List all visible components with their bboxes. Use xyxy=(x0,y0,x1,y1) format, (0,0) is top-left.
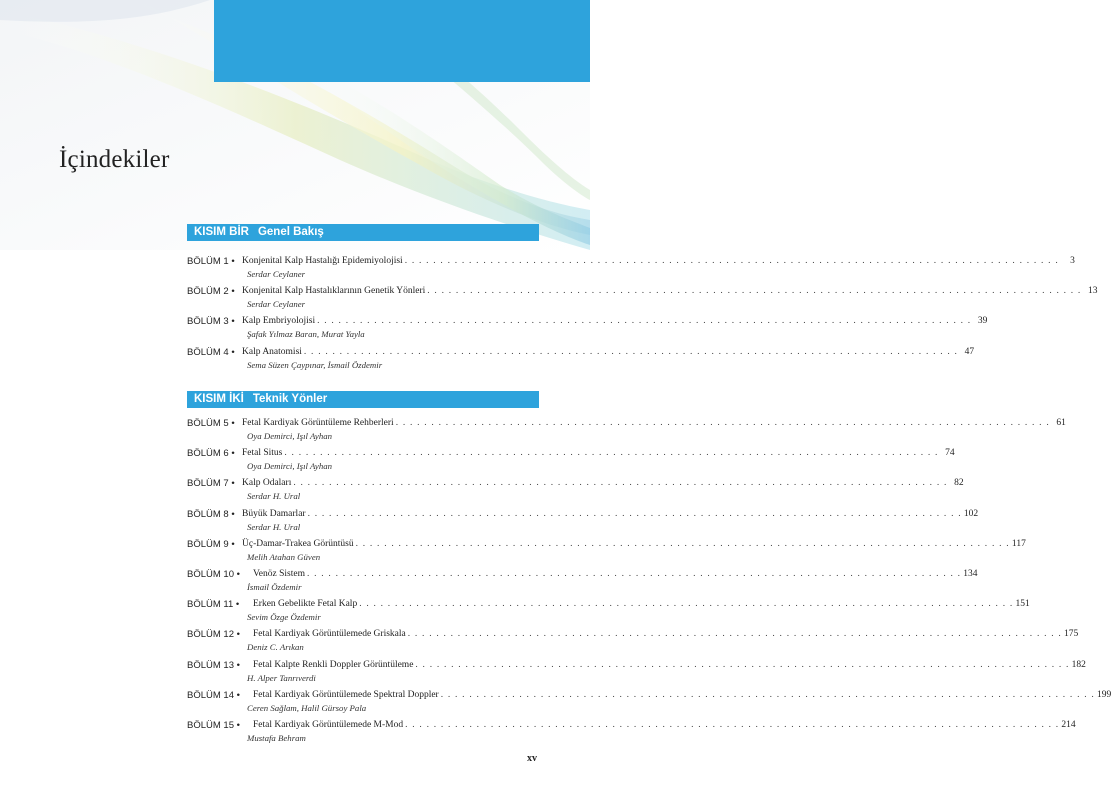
chapter-title: Venöz Sistem xyxy=(253,569,305,579)
part-title: Genel Bakış xyxy=(257,226,324,238)
chapter-page-number: 47 xyxy=(964,346,975,357)
chapter-title-line xyxy=(242,256,1075,266)
chapter-label: BÖLÜM 7 • xyxy=(187,478,235,490)
toc-entry[interactable] xyxy=(187,538,1026,553)
toc-entry[interactable] xyxy=(187,569,978,583)
leader-dots: . . . . . . . . . . . . . . . . . . . . . . . . . . . . . . . . . . . . . . . . . . . . . . . . . . . . . . . . . . . . . . . . . . . . . . . . . . . . . . . . . . . . . . . . . . . . xyxy=(359,599,1014,610)
chapter-label: BÖLÜM 1 • xyxy=(187,256,235,267)
chapter-page-number: 82 xyxy=(954,478,964,489)
part-header xyxy=(187,224,539,241)
toc-entry[interactable] xyxy=(187,286,1098,300)
chapter-title: Fetal Kardiyak Görüntülemede Griskala xyxy=(253,629,406,640)
leader-dots: . . . . . . . . . . . . . . . . . . . . . . . . . . . . . . . . . . . . . . . . . . . . . . . . . . . . . . . . . . . . . . . . . . . . . . . . . . . . . . . . . . . . . . . . . . . . xyxy=(415,659,1070,670)
chapter-label: BÖLÜM 4 • xyxy=(187,346,235,358)
chapter-title-line xyxy=(242,418,1066,428)
chapter-title: Kalp Embriyolojisi xyxy=(242,316,316,327)
chapter-page-number: 74 xyxy=(945,448,955,459)
chapter-page-number: 175 xyxy=(1063,629,1079,640)
chapter-authors: Deniz C. Arıkan xyxy=(247,642,304,653)
toc-entry[interactable] xyxy=(187,629,1079,643)
chapter-page-number: 214 xyxy=(1061,720,1076,730)
leader-dots: . . . . . . . . . . . . . . . . . . . . . . . . . . . . . . . . . . . . . . . . . . . . . . . . . . . . . . . . . . . . . . . . . . . . . . . . . . . . . . . . . . . . . . . . . . . . xyxy=(440,689,1095,700)
chapter-label: BÖLÜM 10 • xyxy=(187,569,240,580)
chapter-label: BÖLÜM 9 • xyxy=(187,538,235,550)
part-title: Teknik Yönler xyxy=(252,393,328,405)
toc-entry[interactable] xyxy=(187,599,1030,613)
chapter-authors: Oya Demirci, Işıl Ayhan xyxy=(247,461,333,472)
part-label: KISIM İKİ xyxy=(194,393,244,405)
chapter-title: Üç-Damar-Trakea Görüntüsü xyxy=(242,538,354,549)
chapter-label: BÖLÜM 11 • xyxy=(187,599,240,611)
chapter-label: BÖLÜM 12 • xyxy=(187,629,240,641)
chapter-page-number: 182 xyxy=(1071,659,1086,670)
toc-entry[interactable] xyxy=(187,316,988,330)
toc-entry[interactable] xyxy=(187,720,1076,734)
chapter-page-number: 39 xyxy=(977,316,988,327)
toc-entry[interactable] xyxy=(187,256,1075,270)
chapter-page-number: 13 xyxy=(1088,286,1098,297)
part-label: KISIM BİR xyxy=(194,226,249,238)
chapter-title-line xyxy=(253,629,1079,640)
chapter-title-line xyxy=(242,508,979,519)
chapter-label: BÖLÜM 8 • xyxy=(187,508,235,520)
chapter-title: Konjenital Kalp Hastalıklarının Genetik Yönleri xyxy=(242,286,426,297)
chapter-page-number: 117 xyxy=(1011,538,1026,549)
chapter-title: Fetal Kardiyak Görüntülemede Spektral Doppler xyxy=(253,689,439,700)
chapter-title-line xyxy=(253,659,1086,670)
chapter-title-line xyxy=(242,538,1026,549)
chapter-authors: Sema Süzen Çaypınar, İsmail Özdemir xyxy=(247,359,383,370)
chapter-label: BÖLÜM 14 • xyxy=(187,689,240,701)
chapter-authors: Ceren Sağlam, Halil Gürsoy Pala xyxy=(247,702,367,713)
chapter-title: Erken Gebelikte Fetal Kalp xyxy=(253,599,358,610)
chapter-authors: Melih Atahan Güven xyxy=(247,551,321,562)
chapter-label: BÖLÜM 13 • xyxy=(187,659,240,671)
leader-dots: . . . . . . . . . . . . . . . . . . . . . . . . . . . . . . . . . . . . . . . . . . . . . . . . . . . . . . . . . . . . . . . . . . . . . . . . . . . . . . . . . . . . . . . . . . . . xyxy=(293,478,948,489)
toc-entry[interactable] xyxy=(187,689,1111,704)
chapter-title-line xyxy=(242,346,975,357)
part-header xyxy=(187,391,539,408)
toc-entry[interactable] xyxy=(187,478,964,492)
chapter-page-number: 199 xyxy=(1096,689,1111,700)
leader-dots: . . . . . . . . . . . . . . . . . . . . . . . . . . . . . . . . . . . . . . . . . . . . . . . . . . . . . . . . . . . . . . . . . . . . . . . . . . . . . . . . . . . . . . . . . . . . xyxy=(395,418,1050,428)
chapter-title: Kalp Anatomisi xyxy=(242,346,302,357)
chapter-label: BÖLÜM 5 • xyxy=(187,418,235,429)
chapter-label: BÖLÜM 15 • xyxy=(187,720,240,731)
toc-entry[interactable] xyxy=(187,659,1086,674)
chapter-title-line xyxy=(253,689,1111,700)
chapter-title-line xyxy=(242,286,1098,297)
toc-entry[interactable] xyxy=(187,346,975,361)
chapter-title: Fetal Situs xyxy=(242,448,283,459)
chapter-label: BÖLÜM 2 • xyxy=(187,286,235,298)
leader-dots: . . . . . . . . . . . . . . . . . . . . . . . . . . . . . . . . . . . . . . . . . . . . . . . . . . . . . . . . . . . . . . . . . . . . . . . . . . . . . . . . . . . . . . . . . . . . xyxy=(317,316,972,327)
leader-dots: . . . . . . . . . . . . . . . . . . . . . . . . . . . . . . . . . . . . . . . . . . . . . . . . . . . . . . . . . . . . . . . . . . . . . . . . . . . . . . . . . . . . . . . . . . . . xyxy=(427,286,1082,297)
chapter-title-line xyxy=(242,448,955,459)
leader-dots: . . . . . . . . . . . . . . . . . . . . . . . . . . . . . . . . . . . . . . . . . . . . . . . . . . . . . . . . . . . . . . . . . . . . . . . . . . . . . . . . . . . . . . . . . . . . xyxy=(355,538,1010,549)
chapter-authors: Şafak Yılmaz Baran, Murat Yayla xyxy=(247,329,365,340)
chapter-title: Fetal Kardiyak Görüntülemede M-Mod xyxy=(253,720,404,730)
chapter-page-number: 102 xyxy=(963,508,979,519)
page-title: İçindekiler xyxy=(59,146,170,173)
leader-dots: . . . . . . . . . . . . . . . . . . . . . . . . . . . . . . . . . . . . . . . . . . . . . . . . . . . . . . . . . . . . . . . . . . . . . . . . . . . . . . . . . . . . . . . . . . . . xyxy=(303,346,959,357)
chapter-label: BÖLÜM 3 • xyxy=(187,316,235,328)
chapter-title: Büyük Damarlar xyxy=(242,508,306,519)
chapter-title: Konjenital Kalp Hastalığı Epidemiyolojisi xyxy=(242,256,403,266)
toc-entry[interactable] xyxy=(187,448,955,462)
page-number: xv xyxy=(527,753,537,764)
chapter-page-number: 61 xyxy=(1056,418,1066,428)
chapter-label: BÖLÜM 6 • xyxy=(187,448,235,460)
chapter-title-line xyxy=(253,720,1076,730)
chapter-authors: Serdar Ceylaner xyxy=(247,269,306,279)
chapter-title-line xyxy=(253,599,1030,610)
chapter-authors: Sevim Özge Özdemir xyxy=(247,612,321,623)
chapter-authors: Serdar H. Ural xyxy=(247,521,301,532)
leader-dots: . . . . . . . . . . . . . . . . . . . . . . . . . . . . . . . . . . . . . . . . . . . . . . . . . . . . . . . . . . . . . . . . . . . . . . . . . . . . . . . . . . . . . . . . . . . . xyxy=(405,720,1060,730)
chapter-title-line xyxy=(242,316,988,327)
chapter-authors: İsmail Özdemir xyxy=(247,582,302,592)
chapter-title: Kalp Odaları xyxy=(242,478,292,489)
chapter-title-line xyxy=(253,569,978,579)
chapter-authors: Mustafa Behram xyxy=(247,733,306,743)
chapter-page-number: 134 xyxy=(963,569,978,579)
leader-dots: . . . . . . . . . . . . . . . . . . . . . . . . . . . . . . . . . . . . . . . . . . . . . . . . . . . . . . . . . . . . . . . . . . . . . . . . . . . . . . . . . . . . . . . . . . . . xyxy=(307,508,962,519)
chapter-authors: H. Alper Tanrıverdi xyxy=(247,672,316,683)
toc-entry[interactable] xyxy=(187,508,979,523)
leader-dots: . . . . . . . . . . . . . . . . . . . . . . . . . . . . . . . . . . . . . . . . . . . . . . . . . . . . . . . . . . . . . . . . . . . . . . . . . . . . . . . . . . . . . . . . . . . . xyxy=(407,629,1062,640)
chapter-title-line xyxy=(242,478,964,489)
chapter-page-number: 151 xyxy=(1015,599,1030,610)
chapter-authors: Serdar Ceylaner xyxy=(247,299,306,310)
chapter-title: Fetal Kardiyak Görüntüleme Rehberleri xyxy=(242,418,394,428)
leader-dots: . . . . . . . . . . . . . . . . . . . . . . . . . . . . . . . . . . . . . . . . . . . . . . . . . . . . . . . . . . . . . . . . . . . . . . . . . . . . . . . . . . . . . . . . . . . . xyxy=(284,448,939,459)
toc-entry[interactable] xyxy=(187,418,1066,432)
chapter-page-number: 3 xyxy=(1070,256,1075,266)
chapter-title: Fetal Kalpte Renkli Doppler Görüntüleme xyxy=(253,659,414,670)
chapter-authors: Serdar H. Ural xyxy=(247,491,301,502)
leader-dots: . . . . . . . . . . . . . . . . . . . . . . . . . . . . . . . . . . . . . . . . . . . . . . . . . . . . . . . . . . . . . . . . . . . . . . . . . . . . . . . . . . . . . . . . . . . . xyxy=(306,569,962,579)
leader-dots: . . . . . . . . . . . . . . . . . . . . . . . . . . . . . . . . . . . . . . . . . . . . . . . . . . . . . . . . . . . . . . . . . . . . . . . . . . . . . . . . . . . . . . . . . . . . xyxy=(404,256,1059,266)
chapter-authors: Oya Demirci, Işıl Ayhan xyxy=(247,431,333,441)
